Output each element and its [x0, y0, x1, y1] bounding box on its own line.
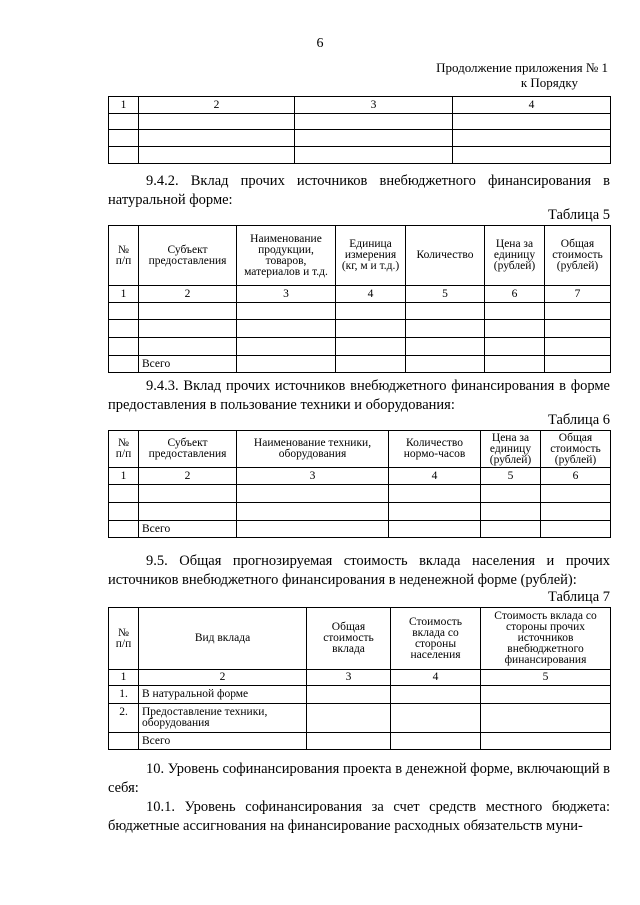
- table-row: [109, 704, 611, 733]
- total-label: Всего: [139, 356, 237, 373]
- header-cell: 4: [453, 97, 611, 114]
- column-header: Единица измерения (кг, м и т.д.): [336, 226, 406, 286]
- table-6: [108, 430, 611, 538]
- table-row: [109, 303, 611, 320]
- appendix-reference: [436, 60, 608, 90]
- column-header: Вид вклада: [139, 608, 307, 670]
- paragraph-10-1: 10.1. Уровень софинансирования за счет средств местного бюджета: бюджетные ассигнования на финансирование расходных обязательств муни-: [108, 799, 610, 834]
- table-row: [109, 147, 611, 164]
- page-number: 6: [316, 36, 324, 51]
- column-number: 4: [391, 670, 481, 686]
- column-header: Общая стоимость (рублей): [545, 226, 611, 286]
- table-row: [109, 485, 611, 503]
- paragraph-9-4-2: 9.4.2. Вклад прочих источников внебюджетного финансирования в натуральной форме:: [108, 173, 610, 208]
- column-number: 2: [139, 286, 237, 303]
- paragraph-10: 10. Уровень софинансирования проекта в денежной форме, включающий в себя:: [108, 761, 610, 796]
- column-header: Количество: [406, 226, 485, 286]
- column-number: 5: [481, 670, 611, 686]
- column-header: Цена за единицу (рублей): [485, 226, 545, 286]
- column-number: 2: [139, 468, 237, 485]
- column-number: 3: [237, 468, 389, 485]
- column-number: 1: [109, 468, 139, 485]
- paragraph-9-5: 9.5. Общая прогнозируемая стоимость вклада населения и прочих источников внебюджетного финансирования в неденежной форме (рублей):: [108, 553, 610, 588]
- appendix-line-1: Продолжение приложения № 1: [436, 60, 608, 75]
- column-number: 3: [237, 286, 336, 303]
- column-number: 1: [109, 670, 139, 686]
- column-header: Стоимость вклада со стороны населения: [391, 608, 481, 670]
- table-6-caption: Таблица 6: [547, 412, 610, 428]
- column-header: Количество нормо-часов: [389, 431, 481, 468]
- row-label: В натуральной форме: [139, 686, 307, 704]
- table-5: [108, 225, 611, 373]
- column-number: 6: [541, 468, 611, 485]
- table-5-caption: Таблица 5: [547, 207, 610, 223]
- row-number: 2.: [109, 704, 139, 733]
- header-cell: 1: [109, 97, 139, 114]
- column-number: 1: [109, 286, 139, 303]
- total-row: [109, 733, 611, 750]
- total-label: Всего: [139, 733, 307, 750]
- column-number: 7: [545, 286, 611, 303]
- column-header: Общая стоимость (рублей): [541, 431, 611, 468]
- table-row: [109, 503, 611, 521]
- column-number: 3: [307, 670, 391, 686]
- header-cell: 3: [295, 97, 453, 114]
- table-7: [108, 607, 611, 750]
- column-header: № п/п: [109, 608, 139, 670]
- total-label: Всего: [139, 521, 237, 538]
- header-cell: 2: [139, 97, 295, 114]
- column-header: Стоимость вклада со стороны прочих источников внебюджетного финансирования: [481, 608, 611, 670]
- column-header: Наименование продукции, товаров, материалов и т.д.: [237, 226, 336, 286]
- column-number: 4: [336, 286, 406, 303]
- table-row: [109, 130, 611, 147]
- column-header: Субъект предоставления: [139, 226, 237, 286]
- column-number: 4: [389, 468, 481, 485]
- total-row: [109, 356, 611, 373]
- table-row: [109, 338, 611, 356]
- table-row: [109, 114, 611, 130]
- column-header: № п/п: [109, 431, 139, 468]
- column-header: Субъект предоставления: [139, 431, 237, 468]
- continuation-table: [108, 96, 611, 164]
- column-header: Цена за единицу (рублей): [481, 431, 541, 468]
- column-number: 5: [481, 468, 541, 485]
- column-number: 2: [139, 670, 307, 686]
- table-7-caption: Таблица 7: [547, 589, 610, 605]
- column-number: 5: [406, 286, 485, 303]
- total-row: [109, 521, 611, 538]
- column-header: Наименование техники, оборудования: [237, 431, 389, 468]
- row-label: Предоставление техники, оборудования: [139, 704, 307, 733]
- table-row: [109, 686, 611, 704]
- row-number: 1.: [109, 686, 139, 704]
- table-row: [109, 320, 611, 338]
- appendix-line-2: к Порядку: [520, 75, 578, 90]
- paragraph-9-4-3: 9.4.3. Вклад прочих источников внебюджетного финансирования в форме предоставления в пользование техники и оборудования:: [108, 378, 610, 413]
- column-header: Общая стоимость вклада: [307, 608, 391, 670]
- column-number: 6: [485, 286, 545, 303]
- column-header: № п/п: [109, 226, 139, 286]
